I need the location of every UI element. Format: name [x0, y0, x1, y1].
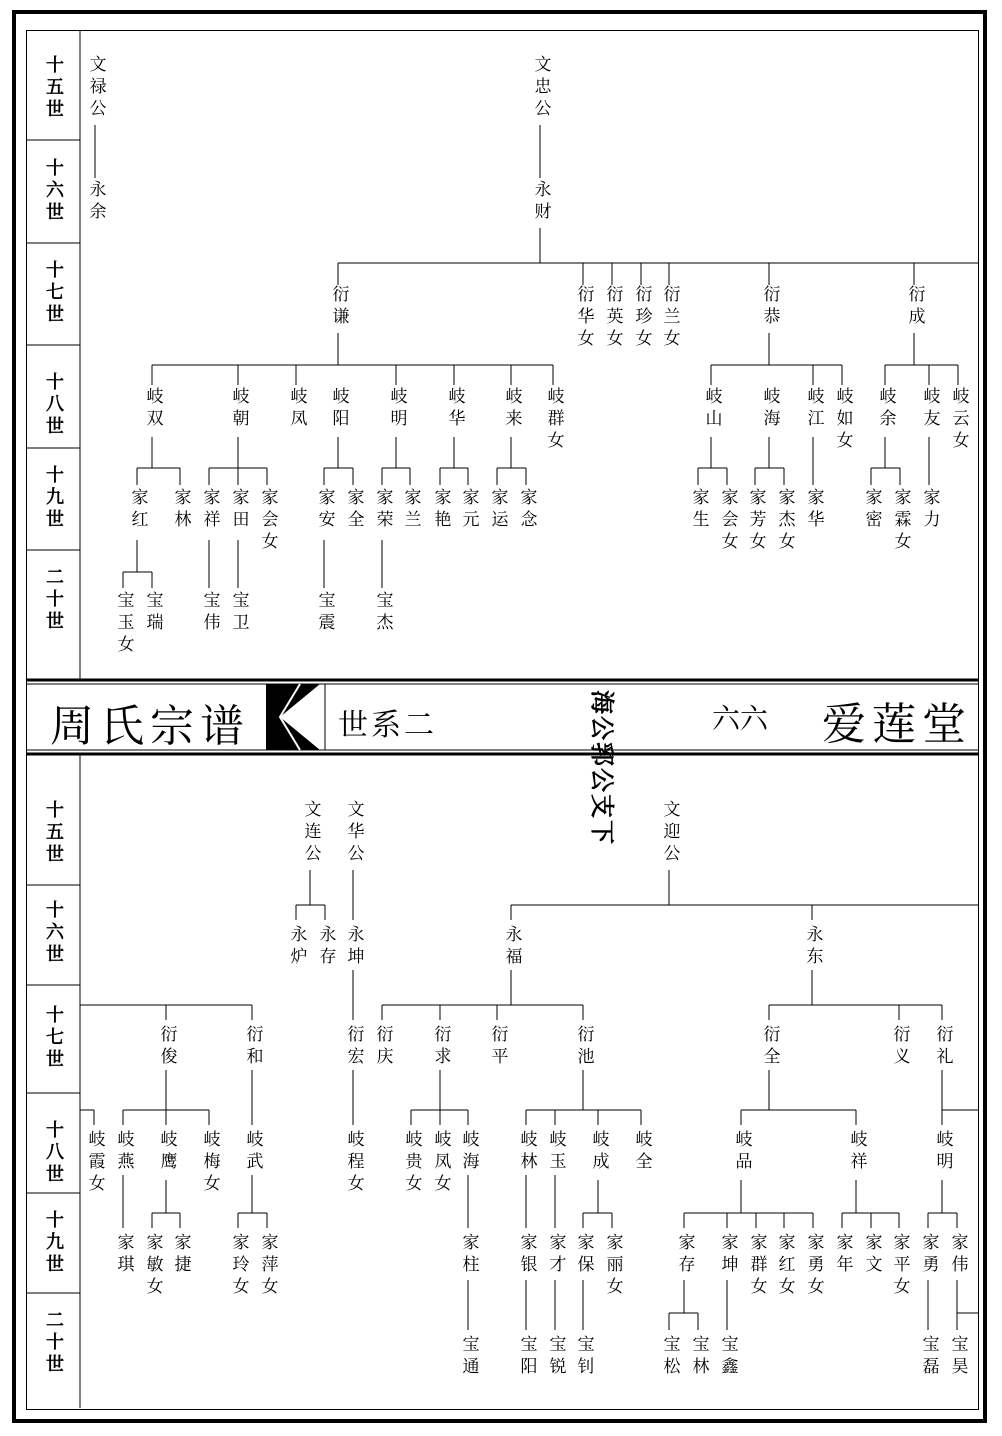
hall-name: 爱莲堂: [822, 699, 972, 750]
page-number: 六六: [712, 702, 769, 735]
person-node: 家平女: [889, 1233, 910, 1299]
person-node: 家红女: [774, 1233, 795, 1299]
person-node: 岐梅女: [199, 1130, 220, 1196]
person-node: 宝鑫: [717, 1335, 738, 1379]
person-node: 衍宏: [343, 1025, 364, 1069]
person-node: 文禄公: [85, 55, 106, 121]
person-node: 家敏女: [142, 1233, 163, 1299]
person-node: 衍义: [889, 1025, 910, 1069]
generation-label: 二十世: [43, 567, 64, 633]
person-node: 宝伟: [199, 591, 220, 635]
person-node: 家荣: [372, 488, 393, 532]
person-node: 宝卫: [228, 591, 249, 635]
generation-label: 十九世: [43, 1210, 64, 1276]
person-node: 家群女: [746, 1233, 767, 1299]
person-node: 衍池: [573, 1025, 594, 1069]
person-node: 家文: [861, 1233, 882, 1277]
person-node: 文迎公: [659, 800, 680, 866]
person-node: 衍兰女: [659, 285, 680, 351]
person-node: 家生: [688, 488, 709, 532]
person-node: 家芳女: [745, 488, 766, 554]
person-node: 家兰: [400, 488, 421, 532]
generation-label: 十五世: [43, 800, 64, 866]
person-node: 衍礼: [932, 1025, 953, 1069]
generation-label: 二十世: [43, 1310, 64, 1376]
person-node: 岐成: [588, 1130, 609, 1174]
person-node: 岐明: [932, 1130, 953, 1174]
person-node: 岐群女: [543, 387, 564, 453]
person-node: 宝锐: [545, 1335, 566, 1379]
generation-label: 十七世: [43, 1005, 64, 1071]
generation-label: 十八世: [43, 1120, 64, 1186]
person-node: 家会女: [257, 488, 278, 554]
person-node: 永财: [530, 180, 551, 224]
person-node: 家银: [516, 1233, 537, 1277]
person-node: 家保: [573, 1233, 594, 1277]
person-node: 宝阳: [516, 1335, 537, 1379]
person-node: 岐凤: [286, 387, 307, 431]
person-node: 文连公: [300, 800, 321, 866]
person-node: 永福: [501, 925, 522, 969]
person-node: 岐武: [242, 1130, 263, 1174]
person-node: 家丽女: [602, 1233, 623, 1299]
person-node: 家田: [228, 488, 249, 532]
person-node: 岐来: [501, 387, 522, 431]
generation-label: 十八世: [43, 372, 64, 438]
person-node: 家全: [343, 488, 364, 532]
person-node: 家捷: [170, 1233, 191, 1277]
person-node: 衍全: [759, 1025, 780, 1069]
person-node: 岐江: [803, 387, 824, 431]
person-node: 宝松: [659, 1335, 680, 1379]
person-node: 衍求: [430, 1025, 451, 1069]
person-node: 永坤: [343, 925, 364, 969]
person-node: 岐海: [458, 1130, 479, 1174]
person-node: 家念: [516, 488, 537, 532]
person-node: 家元: [458, 488, 479, 532]
person-node: 岐贵女: [401, 1130, 422, 1196]
person-node: 家林: [170, 488, 191, 532]
person-node: 宝杰: [372, 591, 393, 635]
person-node: 衍珍女: [631, 285, 652, 351]
series-label: 世系二: [338, 708, 437, 743]
person-node: 永炉: [286, 925, 307, 969]
person-node: 岐全: [631, 1130, 652, 1174]
person-node: 衍谦: [328, 285, 349, 329]
person-node: 岐海: [759, 387, 780, 431]
generation-label: 十七世: [43, 260, 64, 326]
person-node: 岐祥: [846, 1130, 867, 1174]
person-node: 岐华: [444, 387, 465, 431]
generation-label: 十六世: [43, 900, 64, 966]
person-node: 家勇女: [803, 1233, 824, 1299]
person-node: 文华公: [343, 800, 364, 866]
person-node: 家勇: [918, 1233, 939, 1277]
person-node: 岐程女: [343, 1130, 364, 1196]
generation-label: 十九世: [43, 465, 64, 531]
person-node: 文忠公: [530, 55, 551, 121]
person-node: 岐玉: [545, 1130, 566, 1174]
generation-label: 十五世: [43, 55, 64, 121]
person-node: 家柱: [458, 1233, 479, 1277]
person-node: 家华: [803, 488, 824, 532]
person-node: 岐林: [516, 1130, 537, 1174]
person-node: 岐友: [919, 387, 940, 431]
person-node: 家红: [127, 488, 148, 532]
person-node: 岐山: [701, 387, 722, 431]
person-node: 家琪: [113, 1233, 134, 1277]
person-node: 家年: [832, 1233, 853, 1277]
person-node: 岐品: [731, 1130, 752, 1174]
person-node: 岐朝: [228, 387, 249, 431]
person-node: 家安: [314, 488, 335, 532]
person-node: 衍平: [487, 1025, 508, 1069]
person-node: 家杰女: [774, 488, 795, 554]
person-node: 宝昊: [947, 1335, 968, 1379]
person-node: 宝玉女: [113, 591, 134, 657]
generation-label: 十六世: [43, 158, 64, 224]
person-node: 家祥: [199, 488, 220, 532]
person-node: 永余: [85, 180, 106, 224]
person-node: 岐燕: [113, 1130, 134, 1174]
person-node: 宝通: [458, 1335, 479, 1379]
person-node: 家密: [861, 488, 882, 532]
person-node: 永东: [802, 925, 823, 969]
person-node: 家力: [919, 488, 940, 532]
genealogy-title: 周氏宗谱: [50, 701, 250, 752]
person-node: 岐阳: [328, 387, 349, 431]
person-node: 岐明: [386, 387, 407, 431]
person-node: 衍俊: [156, 1025, 177, 1069]
person-node: 衍成: [904, 285, 925, 329]
person-node: 家霖女: [890, 488, 911, 554]
person-node: 宝瑞: [142, 591, 163, 635]
person-node: 衍恭: [759, 285, 780, 329]
person-node: 衍英女: [602, 285, 623, 351]
person-node: 岐霞女: [84, 1130, 105, 1196]
person-node: 家存: [674, 1233, 695, 1277]
person-node: 家伟: [947, 1233, 968, 1277]
person-node: 宝震: [314, 591, 335, 635]
person-node: 家运: [487, 488, 508, 532]
person-node: 宝林: [688, 1335, 709, 1379]
person-node: 家坤: [717, 1233, 738, 1277]
person-node: 岐如女: [832, 387, 853, 453]
person-node: 家会女: [717, 488, 738, 554]
person-node: 岐鹰: [156, 1130, 177, 1174]
person-node: 家才: [545, 1233, 566, 1277]
person-node: 衍庆: [372, 1025, 393, 1069]
person-node: 宝钊: [573, 1335, 594, 1379]
person-node: 家玲女: [228, 1233, 249, 1299]
person-node: 家艳: [430, 488, 451, 532]
person-node: 永存: [315, 925, 336, 969]
person-node: 岐余: [875, 387, 896, 431]
person-node: 衍和: [242, 1025, 263, 1069]
person-node: 岐凤女: [430, 1130, 451, 1196]
person-node: 宝磊: [918, 1335, 939, 1379]
person-node: 家萍女: [257, 1233, 278, 1299]
branch-label: 海公郛公支下: [588, 690, 617, 846]
person-node: 岐双: [142, 387, 163, 431]
person-node: 岐云女: [948, 387, 969, 453]
person-node: 衍华女: [573, 285, 594, 351]
